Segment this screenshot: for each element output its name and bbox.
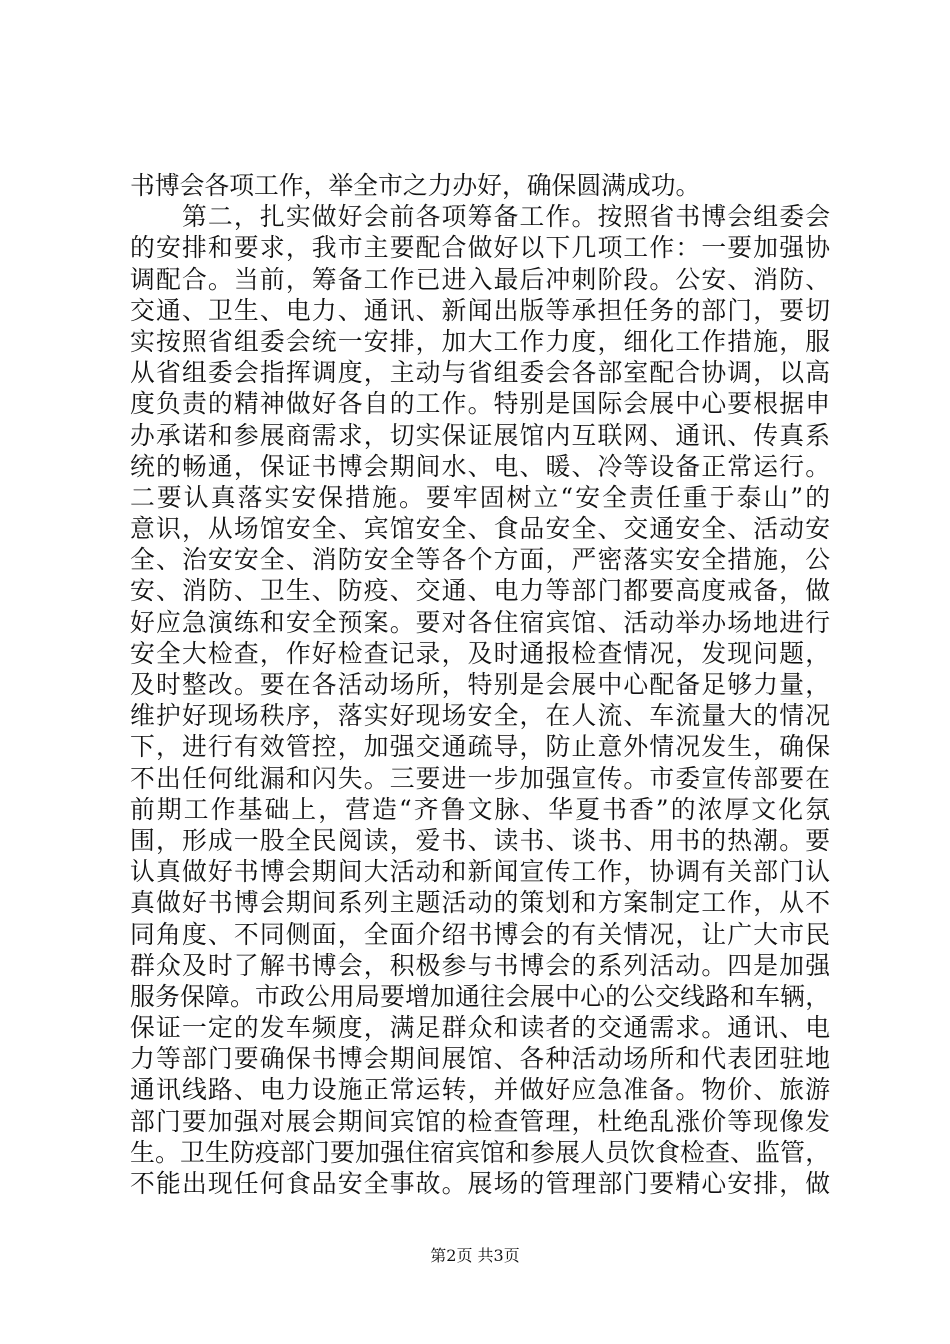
text-line: 第二，扎实做好会前各项筹备工作。按照省书博会组委会: [130, 202, 830, 232]
text-line: 统的畅通，保证书博会期间水、电、暖、冷等设备正常运行。: [130, 451, 830, 481]
page-footer: 第2页 共3页: [430, 1246, 520, 1265]
text-line: 的安排和要求，我市主要配合做好以下几项工作：一要加强协: [130, 233, 830, 263]
text-line: 及时整改。要在各活动场所，特别是会展中心配备足够力量，: [130, 670, 830, 699]
text-line: 保证一定的发车频度，满足群众和读者的交通需求。通讯、电: [130, 1013, 830, 1043]
text-line: 生。卫生防疫部门要加强住宿宾馆和参展人员饮食检查、监管，: [130, 1137, 830, 1167]
text-line: 通讯线路、电力设施正常运转，并做好应急准备。物价、旅游: [130, 1075, 830, 1105]
text-line: 实按照省组委会统一安排，加大工作力度，细化工作措施，服: [130, 326, 830, 356]
text-line: 不出任何纰漏和闪失。三要进一步加强宣传。市委宣传部要在: [130, 763, 830, 793]
text-line: 群众及时了解书博会，积极参与书博会的系列活动。四是加强: [130, 950, 830, 980]
text-line: 认真做好书博会期间大活动和新闻宣传工作，协调有关部门认: [130, 857, 830, 887]
text-line: 不能出现任何食品安全事故。展场的管理部门要精心安排，做: [130, 1169, 830, 1198]
text-line: 全、治安安全、消防安全等各个方面，严密落实安全措施，公: [130, 545, 830, 575]
text-line: 办承诺和参展商需求，切实保证展馆内互联网、通讯、传真系: [130, 420, 830, 450]
text-line: 前期工作基础上，营造“齐鲁文脉、华夏书香”的浓厚文化氛: [130, 794, 830, 824]
body-text: [130, 170, 830, 1199]
text-line: 部门要加强对展会期间宾馆的检查管理，杜绝乱涨价等现像发: [130, 1106, 830, 1136]
text-line: 度负责的精神做好各自的工作。特别是国际会展中心要根据申: [130, 389, 830, 419]
text-line: 维护好现场秩序，落实好现场安全，在人流、车流量大的情况: [130, 701, 830, 731]
text-line: 真做好书博会期间系列主题活动的策划和方案制定工作，从不: [130, 888, 830, 918]
text-line: 力等部门要确保书博会期间展馆、各种活动场所和代表团驻地: [130, 1044, 830, 1074]
text-line: 二要认真落实安保措施。要牢固树立“安全责任重于泰山”的: [130, 482, 830, 512]
text-line: 安、消防、卫生、防疫、交通、电力等部门都要高度戒备，做: [130, 576, 830, 606]
text-line: 同角度、不同侧面，全面介绍书博会的有关情况，让广大市民: [130, 919, 830, 949]
text-line: 意识，从场馆安全、宾馆安全、食品安全、交通安全、活动安: [130, 514, 830, 544]
text-line: 好应急演练和安全预案。要对各住宿宾馆、活动举办场地进行: [130, 607, 830, 637]
text-line: 调配合。当前，筹备工作已进入最后冲刺阶段。公安、消防、: [130, 264, 830, 294]
text-line: 书博会各项工作，举全市之力办好，确保圆满成功。: [130, 171, 701, 200]
text-line: 围，形成一股全民阅读，爱书、读书、谈书、用书的热潮。要: [130, 825, 830, 855]
text-line: 交通、卫生、电力、通讯、新闻出版等承担任务的部门，要切: [130, 295, 830, 325]
text-line: 下，进行有效管控，加强交通疏导，防止意外情况发生，确保: [130, 732, 830, 762]
text-line: 服务保障。市政公用局要增加通往会展中心的公交线路和车辆，: [130, 981, 830, 1011]
text-line: 从省组委会指挥调度，主动与省组委会各部室配合协调，以高: [130, 358, 830, 388]
text-line: 安全大检查，作好检查记录，及时通报检查情况，发现问题，: [130, 638, 830, 668]
